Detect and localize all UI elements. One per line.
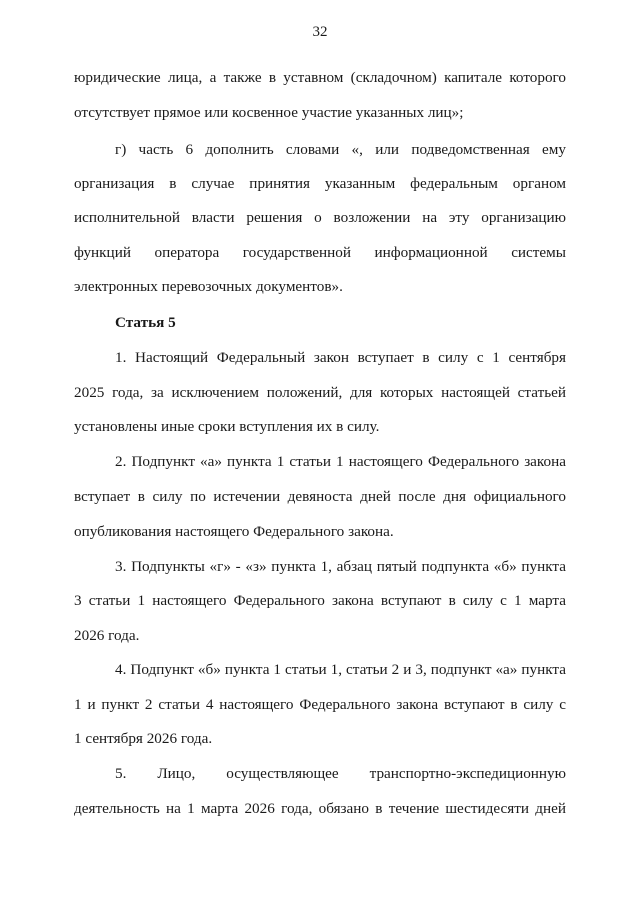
text-line: электронных перевозочных документов». — [74, 278, 343, 295]
article-heading: Статья 5 — [115, 314, 176, 331]
text-line: 2026 года. — [74, 627, 140, 644]
page-number: 32 — [312, 24, 328, 40]
text-line: 3. Подпункты «г» - «з» пункта 1, абзац пятый подпункта «б» пункта — [115, 558, 566, 575]
text-line: 5. Лицо, осуществляющее транспортно-экспедиционную — [115, 765, 566, 782]
text-line: 3 статьи 1 настоящего Федерального закона вступают в силу с 1 марта — [74, 592, 566, 609]
text-line: 2. Подпункт «а» пункта 1 статьи 1 настоящего Федерального закона — [115, 453, 566, 470]
text-line: 1. Настоящий Федеральный закон вступает в силу с 1 сентября — [115, 349, 566, 366]
text-line: 1 сентября 2026 года. — [74, 730, 213, 747]
text-line: юридические лица, а также в уставном (складочном) капитале которого — [74, 69, 566, 86]
text-line: г) часть 6 дополнить словами «, или подведомственная ему — [115, 141, 566, 158]
text-line: вступает в силу по истечении девяноста дней после дня официального — [74, 488, 566, 505]
text-line: деятельность на 1 марта 2026 года, обязано в течение шестидесяти дней — [74, 800, 566, 817]
text-line: организация в случае принятия указанным федеральным органом — [74, 175, 566, 192]
text-line: 1 и пункт 2 статьи 4 настоящего Федерального закона вступают в силу с — [74, 696, 566, 713]
text-line: опубликования настоящего Федерального закона. — [74, 523, 394, 540]
text-line: отсутствует прямое или косвенное участие указанных лиц»; — [74, 104, 464, 121]
text-line: 4. Подпункт «б» пункта 1 статьи 1, статьи 2 и 3, подпункт «а» пункта — [115, 661, 566, 678]
text-line: функций оператора государственной информационной системы — [74, 244, 566, 261]
text-line: установлены иные сроки вступления их в силу. — [74, 418, 380, 435]
text-line: 2025 года, за исключением положений, для которых настоящей статьей — [74, 384, 566, 401]
text-line: исполнительной власти решения о возложении на эту организацию — [74, 209, 566, 226]
